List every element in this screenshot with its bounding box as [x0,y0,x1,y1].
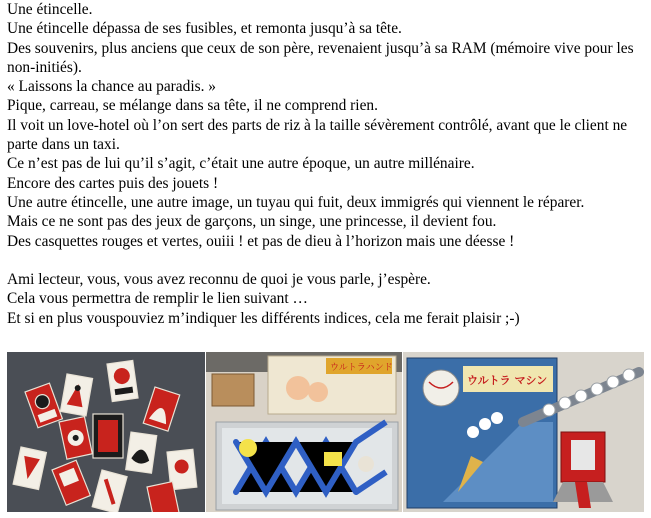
ultra-hand-box-text: ウルトラハンド [330,363,393,373]
hanafuda-illustration [7,352,205,512]
line-9: Une autre étincelle, une autre image, un tuyau qui fuit, deux immigrés qui viennent le réparer. [7,193,585,211]
photo-strip [7,352,644,514]
line-5: Pique, carreau, se mélange dans sa tête, il ne comprend rien. [7,97,378,115]
paragraph-gap [7,251,647,270]
line-7: Ce n’est pas de lui qu’il s’agit, c’était une autre époque, un autre millénaire. [7,155,475,173]
closing-line-1: Ami lecteur, vous, vous avez reconnu de quoi je vous parle, j’espère. [7,271,431,289]
line-2: Une étincelle dépassa de ses fusibles, et remonta jusqu’à sa tête. [7,20,402,38]
line-10: Mais ce ne sont pas des jeux de garçons, un singe, une princesse, il devient fou. [7,213,497,231]
article-text [7,0,647,328]
ultra-machine-box-text: ウルトラ マシン [467,374,548,387]
line-4: « Laissons la chance au paradis. » [7,78,216,96]
line-1: Une étincelle. [7,1,93,18]
line-6: Il voit un love-hotel où l’on sert des parts de riz à la taille sévèrement contrôlé, avant que le client ne parte dans un taxi. [7,116,628,154]
closing-line-3: Et si en plus vouspouviez m’indiquer les différents indices, cela me ferait plaisir ;-) [7,309,520,327]
photo-ultra-machine-toy [403,352,644,512]
line-11: Des casquettes rouges et vertes, ouiii ! et pas de dieu à l’horizon mais une déesse ! [7,232,515,250]
photo-ultra-hand-toy [206,352,402,512]
closing-line-2: Cela vous permettra de remplir le lien suivant … [7,290,308,308]
ultra-hand-illustration [206,352,402,512]
photo-hanafuda-cards [7,352,205,512]
line-8: Encore des cartes puis des jouets ! [7,174,219,192]
ultra-machine-illustration [403,352,644,512]
line-3: Des souvenirs, plus anciens que ceux de son père, revenaient jusqu’à sa RAM (mémoire vive pour les non-initiés). [7,39,634,76]
